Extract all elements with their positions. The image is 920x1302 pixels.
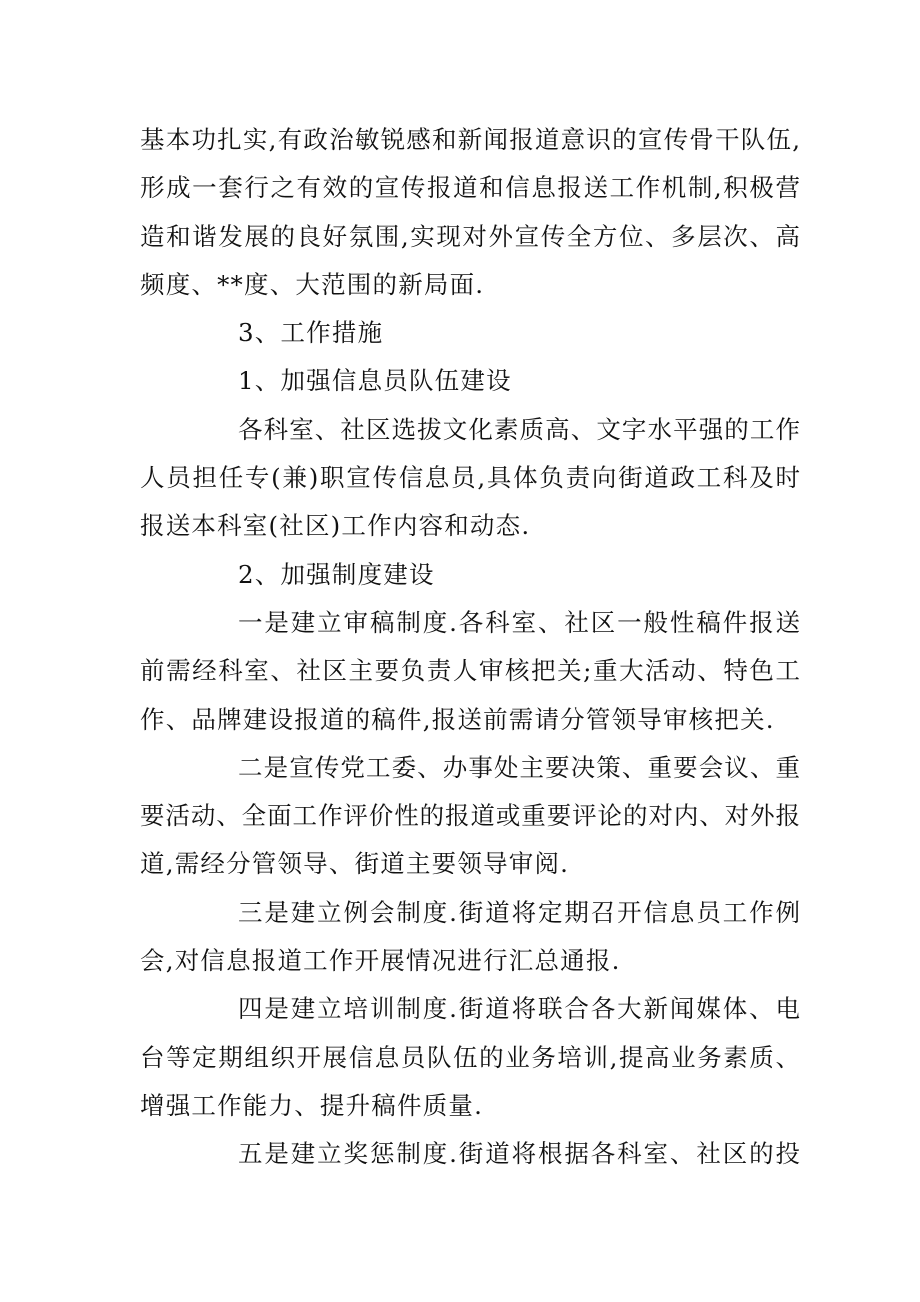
text-line: 前需经科室、社区主要负责人审核把关;重大活动、特色工 <box>140 656 800 686</box>
text-line: 增强工作能力、提升稿件质量. <box>140 1090 484 1120</box>
section-heading: 3、工作措施 <box>238 318 384 348</box>
text-line: 五是建立奖惩制度.街道将根据各科室、社区的投 <box>238 1139 800 1169</box>
document-body <box>140 116 800 1179</box>
text-line: 人员担任专(兼)职宣传信息员,具体负责向街道政工科及时 <box>140 463 800 493</box>
text-line: 会,对信息报道工作开展情况进行汇总通报. <box>140 946 621 976</box>
text-line: 三是建立例会制度.街道将定期召开信息员工作例 <box>238 897 800 927</box>
text-line: 造和谐发展的良好氛围,实现对外宣传全方位、多层次、高 <box>140 221 800 251</box>
text-line: 道,需经分管领导、街道主要领导审阅. <box>140 849 570 879</box>
text-line: 要活动、全面工作评价性的报道或重要评论的对内、对外报 <box>140 801 800 831</box>
text-line: 形成一套行之有效的宣传报道和信息报送工作机制,积极营 <box>140 173 800 203</box>
text-line: 台等定期组织开展信息员队伍的业务培训,提高业务素质、 <box>140 1042 800 1072</box>
text-line: 频度、**度、大范围的新局面. <box>140 269 485 299</box>
text-line: 各科室、社区选拔文化素质高、文字水平强的工作 <box>238 414 800 444</box>
subsection-heading: 2、加强制度建设 <box>238 559 435 589</box>
text-line: 报送本科室(社区)工作内容和动态. <box>140 511 531 541</box>
subsection-heading: 1、加强信息员队伍建设 <box>238 366 512 396</box>
text-line: 基本功扎实,有政治敏锐感和新闻报道意识的宣传骨干队伍, <box>140 125 800 154</box>
text-line: 二是宣传党工委、办事处主要决策、重要会议、重 <box>238 752 800 782</box>
text-line: 作、品牌建设报道的稿件,报送前需请分管领导审核把关. <box>140 704 775 734</box>
text-line: 一是建立审稿制度.各科室、社区一般性稿件报送 <box>238 607 800 637</box>
text-line: 四是建立培训制度.街道将联合各大新闻媒体、电 <box>238 994 800 1024</box>
